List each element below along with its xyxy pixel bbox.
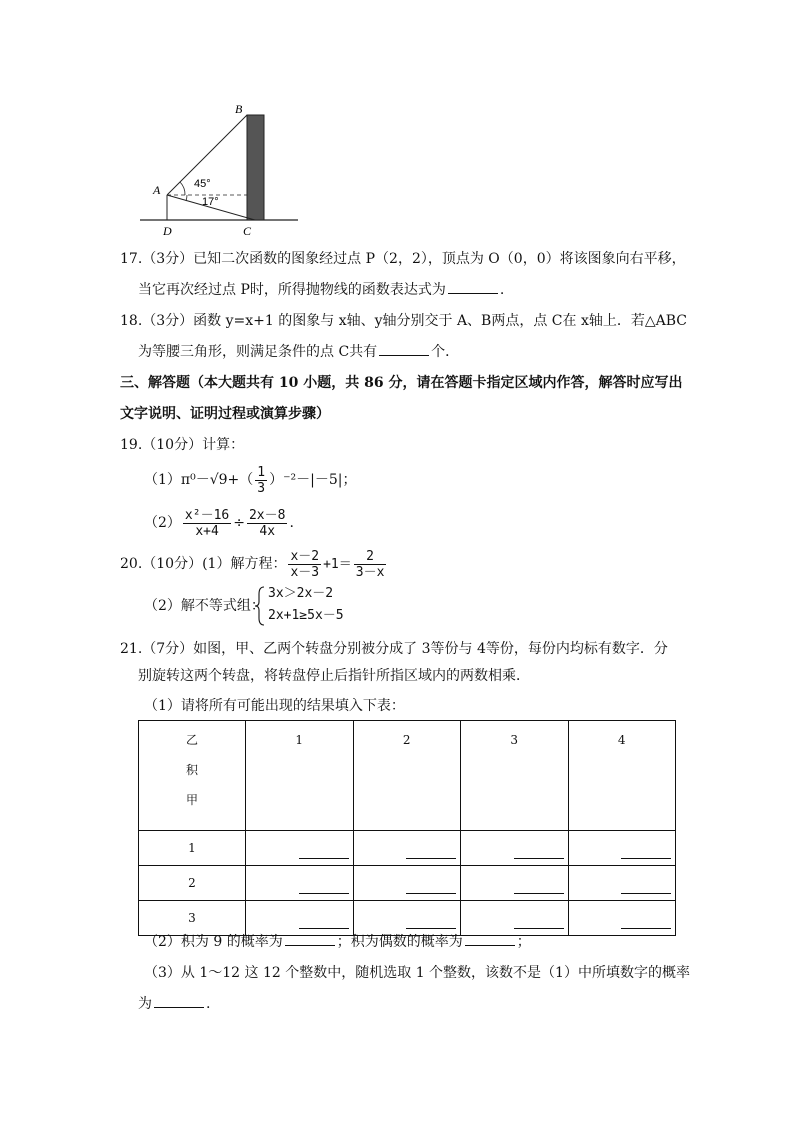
q19-frac-den: 3 (257, 480, 266, 496)
q21-sub3-end: . (206, 996, 211, 1012)
answer-cell[interactable] (353, 831, 461, 866)
section3-heading-line1: 三、解答题（本大题共有 10 小题，共 86 分，请在答题卡指定区域内作答，解答时应写出 (120, 375, 683, 391)
q21-sub2-text: （2）积为 9 的概率为 (144, 934, 283, 950)
angle-arc-top (180, 182, 185, 195)
q19-part2-label: （2） (144, 515, 181, 531)
q19-fraction-2 (247, 508, 287, 539)
q21-sub3-line2 (138, 995, 210, 1013)
q19-frac2-den: 4x (259, 523, 276, 539)
q21-sub3-blank[interactable] (154, 995, 204, 1008)
table-row (139, 901, 676, 936)
result-table (138, 720, 676, 936)
answer-blank-line (514, 893, 564, 894)
building (247, 115, 264, 220)
column-header-3: 3 (461, 721, 569, 831)
angle-arc-bottom (186, 195, 187, 201)
answer-cell[interactable] (568, 901, 676, 936)
q21-sub2-mid: ；积为偶数的概率为 (336, 934, 463, 950)
q17-line2-end: . (499, 282, 505, 298)
answer-blank-line (406, 893, 456, 894)
q20-fraction-2 (354, 549, 387, 580)
geometry-figure (130, 95, 310, 240)
answer-cell[interactable] (246, 866, 354, 901)
q20-mid: +1＝ (323, 557, 352, 572)
answer-blank-line (621, 858, 671, 859)
q19-frac1-den: x+4 (195, 523, 219, 539)
row-header-2: 2 (139, 866, 246, 901)
table-row (139, 831, 676, 866)
column-header-4: 4 (568, 721, 676, 831)
answer-cell[interactable] (461, 831, 569, 866)
column-header-2: 2 (353, 721, 461, 831)
q19-part2-end: . (289, 515, 294, 531)
answer-blank-line (406, 928, 456, 929)
q20-frac1-den: x－3 (290, 564, 320, 580)
q19-part1 (144, 463, 356, 497)
answer-blank-line (514, 928, 564, 929)
answer-cell[interactable] (568, 831, 676, 866)
answer-cell[interactable] (461, 866, 569, 901)
q19-part1-post: ）⁻²－|－5|； (269, 472, 357, 488)
q19-part2 (144, 506, 294, 540)
q20-frac2-den: 3－x (355, 564, 385, 580)
q20-fraction-1 (288, 549, 321, 580)
answer-blank-line (514, 858, 564, 859)
inequality-2: 2x+1≥5x－5 (268, 608, 344, 623)
column-header-1: 1 (246, 721, 354, 831)
q21-prob9-blank[interactable] (285, 933, 335, 946)
row-header-1: 1 (139, 831, 246, 866)
answer-cell[interactable] (568, 866, 676, 901)
q20-frac1-num: x－2 (290, 548, 320, 564)
q21-prob-even-blank[interactable] (465, 933, 515, 946)
answer-blank-line (299, 893, 349, 894)
q18-answer-blank[interactable] (379, 343, 429, 356)
q21-sub3-line1: （3）从 1～12 这 12 个整数中，随机选取 1 个整数，该数不是（1）中所填数字的概率 (144, 965, 690, 981)
q20-part1-label: 20.（10分）(1）解方程： (120, 556, 287, 572)
q20-part2: （2）解不等式组： (144, 598, 265, 614)
q21-sub3-text: 为 (138, 996, 152, 1012)
table-row (139, 866, 676, 901)
q18-line2-end: 个． (431, 344, 460, 360)
brace-icon (255, 586, 265, 626)
q21-sub1: （1）请将所有可能出现的结果填入下表： (144, 698, 405, 714)
label-d: D (163, 224, 172, 238)
corner-label-jia: 甲 (185, 793, 198, 807)
q21-line2: 别旋转这两个转盘，将转盘停止后指针所指区域内的两数相乘． (138, 668, 530, 684)
answer-blank-line (299, 858, 349, 859)
answer-blank-line (621, 893, 671, 894)
q19-part1-pre: （1）π⁰－√9+（ (144, 472, 254, 488)
q19-fraction-one-third (255, 465, 267, 496)
table-corner-cell (139, 721, 246, 831)
q17-line2 (138, 281, 504, 299)
label-c: C (243, 224, 252, 238)
q19-frac-num: 1 (257, 464, 266, 480)
corner-label-yi: 乙 (185, 733, 198, 747)
answer-cell[interactable] (461, 901, 569, 936)
q17-answer-blank[interactable] (448, 281, 498, 294)
q21-line1: 21.（7分）如图，甲、乙两个转盘分别被分成了 3等份与 4等份，每份内均标有数字．分 (120, 641, 668, 657)
table-header-row (139, 721, 676, 831)
q21-sub2 (144, 933, 531, 951)
q20-part1 (120, 547, 388, 582)
answer-cell[interactable] (353, 901, 461, 936)
angle-label-45: 45° (194, 178, 211, 190)
answer-cell[interactable] (246, 901, 354, 936)
inequality-1: 3x＞2x－2 (268, 586, 334, 601)
q19-title: 19.（10分）计算： (120, 437, 245, 453)
corner-label-ji: 积 (185, 763, 198, 777)
q17-line1: 17.（3分）已知二次函数的图象经过点 P（2，2），顶点为 O（0，0）将该图象向右平移， (120, 251, 686, 267)
q17-line2-text: 当它再次经过点 P时，所得抛物线的函数表达式为 (138, 282, 446, 298)
answer-blank-line (299, 928, 349, 929)
q19-frac2-num: 2x－8 (248, 507, 286, 523)
q19-frac1-num: x²－16 (184, 507, 230, 523)
angle-label-17: 17° (202, 196, 219, 208)
answer-cell[interactable] (246, 831, 354, 866)
q18-line1: 18.（3分）函数 y=x+1 的图象与 x轴、y轴分别交于 A、B两点，点 C在 x轴上．若△ABC (120, 313, 687, 329)
label-a: A (153, 183, 161, 197)
q19-fraction-1 (183, 508, 231, 539)
q18-line2 (138, 343, 459, 361)
row-header-3: 3 (139, 901, 246, 936)
q19-divide-sign: ÷ (233, 515, 245, 531)
label-b: B (235, 102, 243, 116)
answer-blank-line (621, 928, 671, 929)
answer-cell[interactable] (353, 866, 461, 901)
section3-heading-line2: 文字说明、证明过程或演算步骤） (120, 406, 330, 422)
answer-blank-line (406, 858, 456, 859)
q21-sub2-end: ； (516, 934, 531, 950)
q18-line2-text: 为等腰三角形，则满足条件的点 C共有 (138, 344, 378, 360)
q20-frac2-num: 2 (354, 549, 387, 565)
